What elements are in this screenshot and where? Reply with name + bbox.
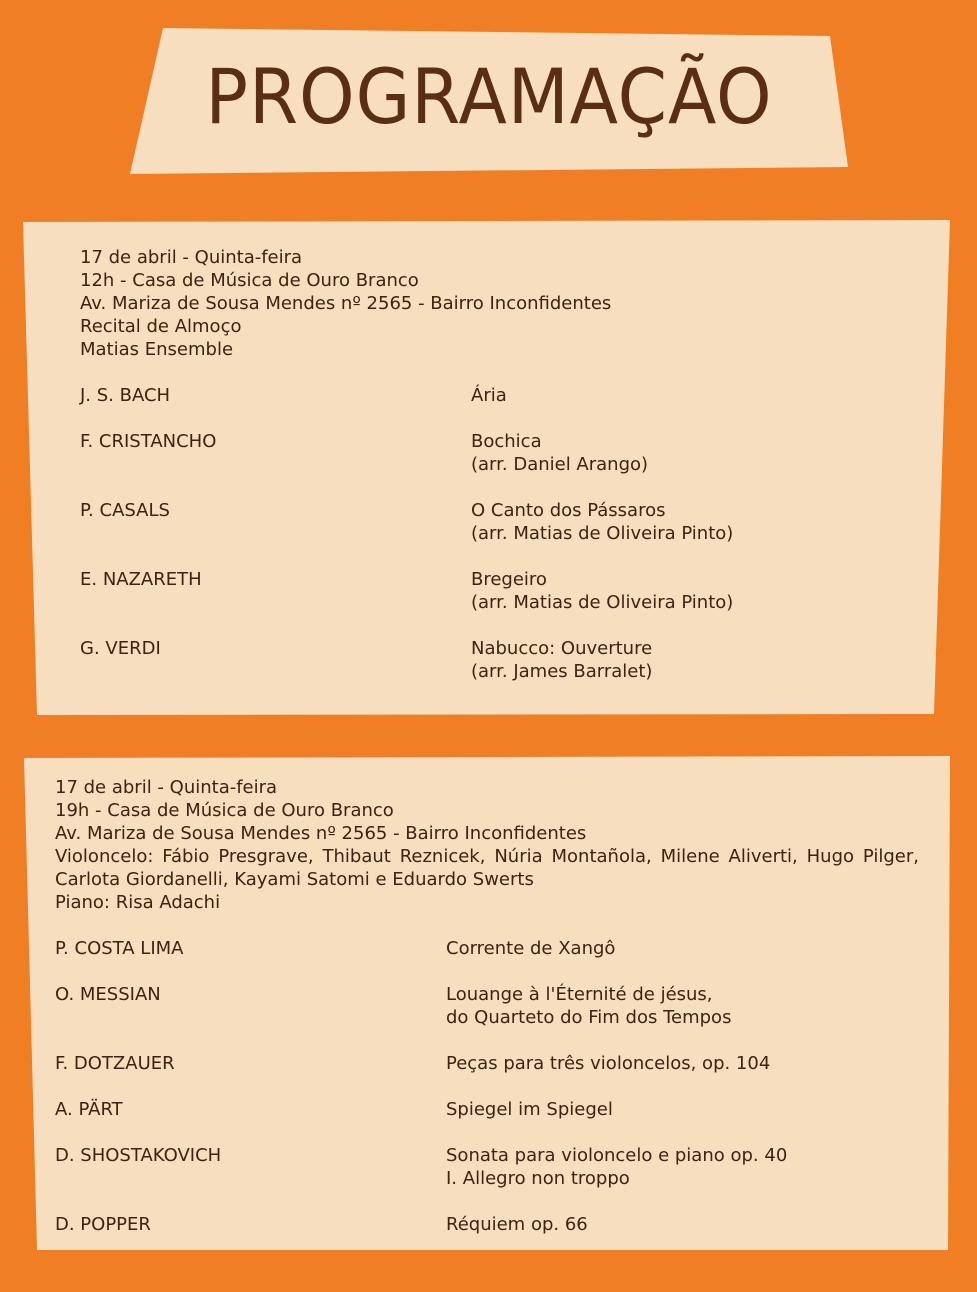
event-time-venue: 19h - Casa de Música de Ouro Branco (55, 800, 394, 821)
event-title: Recital de Almoço (80, 316, 242, 337)
composer: O. MESSIAN (55, 984, 161, 1005)
event-date: 17 de abril - Quinta-feira (55, 777, 278, 798)
composer: E. NAZARETH (80, 569, 202, 590)
work-note: (arr. James Barralet) (471, 661, 653, 682)
work-note: (arr. Matias de Oliveira Pinto) (471, 523, 734, 544)
event-time-venue: 12h - Casa de Música de Ouro Branco (80, 270, 419, 291)
event-piano: Piano: Risa Adachi (55, 892, 221, 913)
work-note: do Quarteto do Fim dos Tempos (446, 1007, 732, 1028)
composer: P. COSTA LIMA (55, 938, 184, 959)
work-title: Corrente de Xangô (446, 938, 616, 959)
work-title: Peças para três violoncelos, op. 104 (446, 1053, 771, 1074)
event-2-info (55, 776, 919, 914)
event-address: Av. Mariza de Sousa Mendes nº 2565 - Bairro Inconfidentes (55, 823, 587, 844)
composer: D. SHOSTAKOVICH (55, 1145, 222, 1166)
page-title: PROGRAMAÇÃO (205, 52, 773, 141)
work-note: (arr. Matias de Oliveira Pinto) (471, 592, 734, 613)
work-title: Bochica (471, 431, 542, 452)
composer: A. PÄRT (55, 1099, 123, 1120)
event-ensemble: Matias Ensemble (80, 339, 234, 360)
work-title: Spiegel im Spiegel (446, 1099, 613, 1120)
event-date: 17 de abril - Quinta-feira (80, 247, 303, 268)
composer: F. DOTZAUER (55, 1053, 175, 1074)
work-title: Réquiem op. 66 (446, 1214, 588, 1235)
work-title: Nabucco: Ouverture (471, 638, 653, 659)
composer: D. POPPER (55, 1214, 151, 1235)
composer: J. S. BACH (80, 385, 171, 406)
work-note: I. Allegro non troppo (446, 1168, 630, 1189)
event-performers: Violoncelo: Fábio Presgrave, Thibaut Reznicek, Núria Montañola, Milene Aliverti, Hugo Pilger, Carlota Giordanelli, Kayami Satomi e Eduardo Swerts (55, 846, 919, 890)
event-address: Av. Mariza de Sousa Mendes nº 2565 - Bairro Inconfidentes (80, 293, 612, 314)
event-1-info (80, 246, 611, 361)
composer: F. CRISTANCHO (80, 431, 217, 452)
work-note: (arr. Daniel Arango) (471, 454, 649, 475)
work-title: Sonata para violoncelo e piano op. 40 (446, 1145, 788, 1166)
work-title: O Canto dos Pássaros (471, 500, 666, 521)
work-title: Ária (471, 385, 507, 406)
composer: P. CASALS (80, 500, 170, 521)
composer: G. VERDI (80, 638, 161, 659)
work-title: Bregeiro (471, 569, 547, 590)
work-title: Louange à l'Éternité de jésus, (446, 984, 713, 1005)
